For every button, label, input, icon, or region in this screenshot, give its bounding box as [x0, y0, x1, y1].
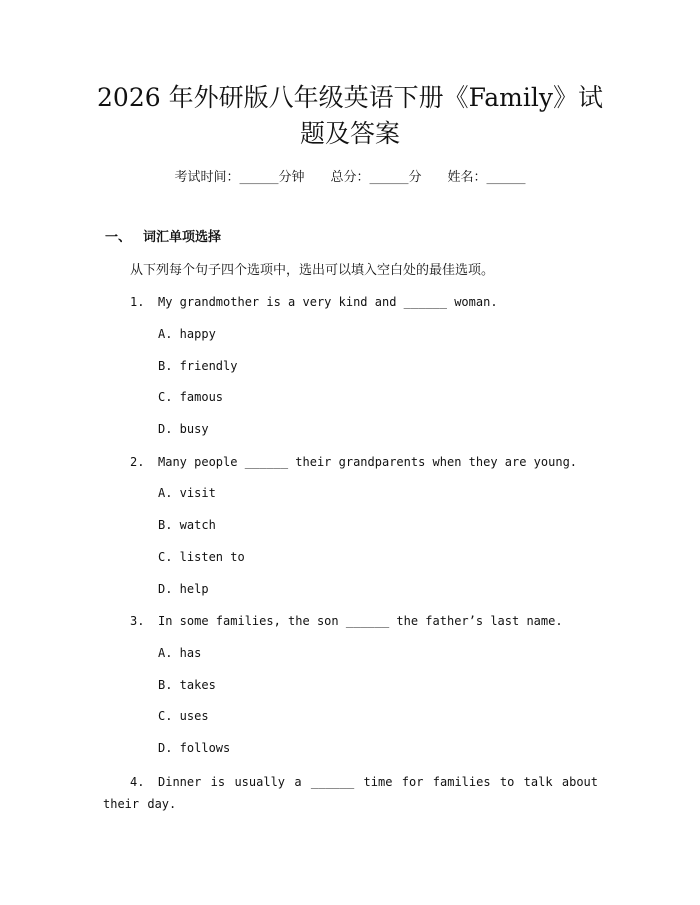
section-instruction: 从下列每个句子四个选项中，选出可以填入空白处的最佳选项。 [130, 263, 495, 278]
question-1-option-b: B. friendly [158, 359, 238, 373]
question-3-option-c: C. uses [158, 709, 209, 723]
page-title: 2026 年外研版八年级英语下册《Family》试题及答案 [97, 83, 603, 148]
question-3 [130, 612, 563, 630]
section-number: 一、 [105, 230, 132, 245]
question-2 [130, 453, 577, 471]
question-3-option-d: D. follows [158, 741, 231, 755]
question-3-option-a: A. has [158, 646, 202, 660]
question-1-option-c: C. famous [158, 390, 224, 404]
question-number: 2. [130, 455, 145, 469]
question-number: 1. [130, 295, 145, 309]
question-number: 4. [130, 775, 145, 789]
question-1-option-a: A. happy [158, 327, 216, 341]
exam-meta [0, 169, 700, 187]
question-number: 3. [130, 614, 145, 628]
exam-time-label: 考试时间：______分钟 [174, 170, 305, 185]
question-3-option-b: B. takes [158, 678, 216, 692]
section-heading [105, 229, 221, 247]
question-4 [103, 771, 598, 815]
student-name-label: 姓名：______ [447, 170, 526, 185]
question-1-option-d: D. busy [158, 422, 209, 436]
question-text: In some families, the son ______ the father’s last name. [158, 614, 563, 628]
section-title: 词汇单项选择 [143, 230, 222, 245]
question-2-option-c: C. listen to [158, 550, 245, 564]
question-text: Many people ______ their grandparents when they are young. [158, 455, 578, 469]
question-2-option-d: D. help [158, 582, 209, 596]
total-score-label: 总分：______分 [330, 170, 422, 185]
question-1 [130, 293, 498, 311]
question-2-option-a: A. visit [158, 486, 216, 500]
question-text: My grandmother is a very kind and ______ woman. [158, 295, 498, 309]
question-2-option-b: B. watch [158, 518, 216, 532]
question-text: Dinner is usually a ______ time for families to talk about their day. [103, 775, 598, 811]
